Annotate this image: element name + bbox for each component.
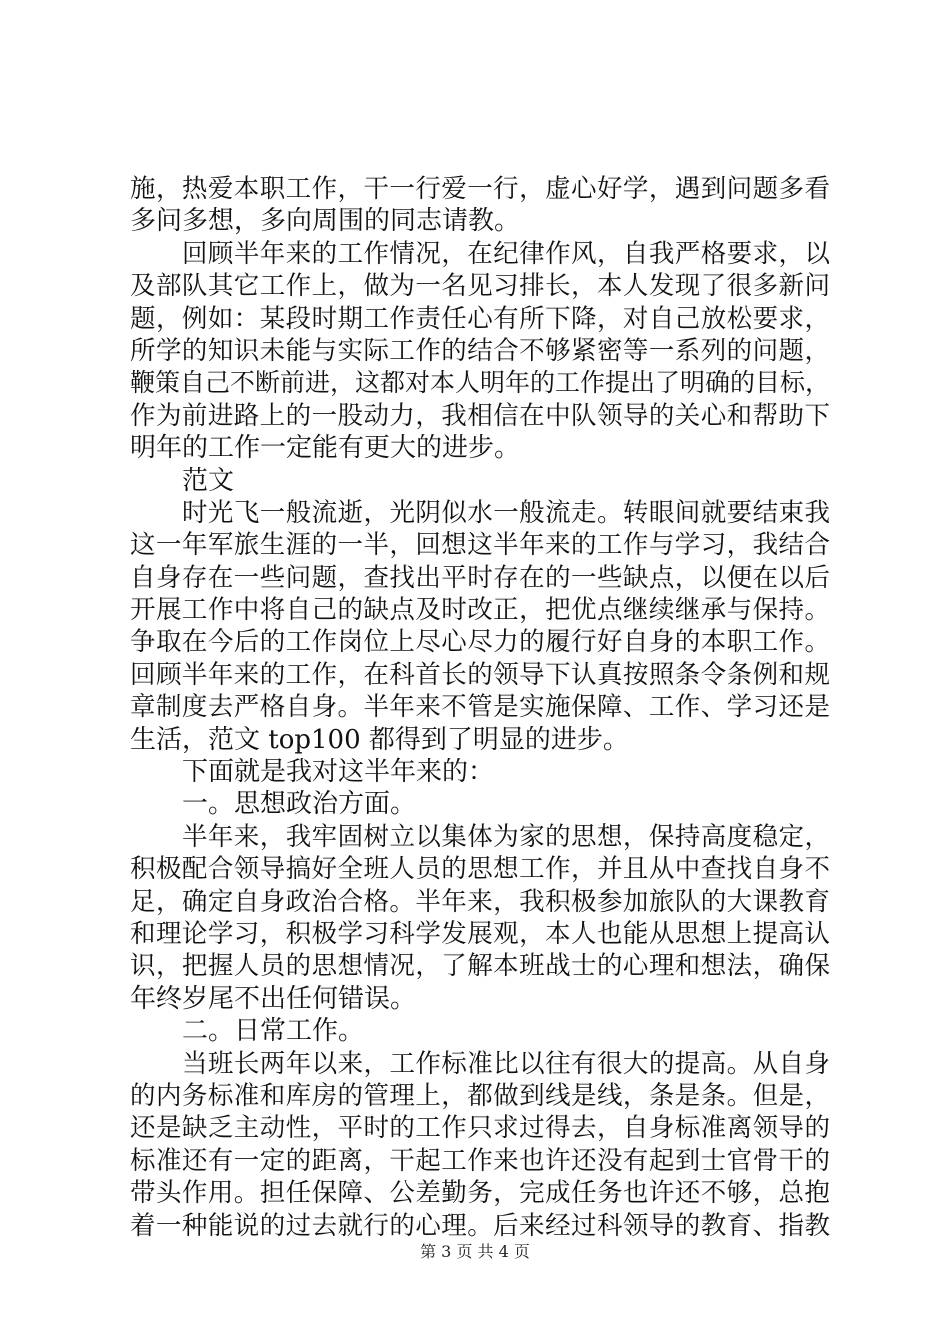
text-line: 回顾半年来的工作情况，在纪律作风，自我严格要求，以 [182,238,830,269]
page-footer: 第 3 页 共 4 页 [420,1242,530,1261]
text-line: 回顾半年来的工作，在科首长的领导下认真按照条令条例和规 [130,659,830,690]
text-line: 识，把握人员的思想情况，了解本班战士的心理和想法，确保 [130,951,830,982]
text-line: 半年来，我牢固树立以集体为家的思想，保持高度稳定， [182,821,830,852]
text-line: 开展工作中将自己的缺点及时改正，把优点继续继承与保持。 [130,595,830,626]
text-line: 这一年军旅生涯的一半，回想这半年来的工作与学习，我结合 [130,530,830,561]
text-line: 足，确定自身政治合格。半年来，我积极参加旅队的大课教育 [130,886,830,917]
text-line: 一。思想政治方面。 [182,789,417,820]
body-text [130,173,830,1242]
text-line: 和理论学习，积极学习科学发展观，本人也能从思想上提高认 [130,918,830,949]
text-line: 作为前进路上的一股动力，我相信在中队领导的关心和帮助下 [130,400,830,431]
text-line: 施，热爱本职工作，干一行爱一行，虚心好学，遇到问题多看 [130,174,830,204]
text-line: 的内务标准和库房的管理上，都做到线是线，条是条。但是， [130,1080,830,1111]
text-line: 下面就是我对这半年来的： [182,757,495,788]
text-line: 标准还有一定的距离，干起工作来也许还没有起到士官骨干的 [130,1145,830,1176]
text-line: 生活，范文 top100 都得到了明显的进步。 [130,724,629,755]
text-line: 年终岁尾不出任何错误。 [130,983,417,1014]
text-line: 二。日常工作。 [182,1016,365,1047]
text-line: 自身存在一些问题，查找出平时存在的一些缺点，以便在以后 [130,562,830,593]
text-line: 所学的知识未能与实际工作的结合不够紧密等一系列的问题， [130,335,830,366]
text-line: 及部队其它工作上，做为一名见习排长，本人发现了很多新问 [130,271,830,302]
text-line: 时光飞一般流逝，光阴似水一般流走。转眼间就要结束我 [182,497,830,528]
text-line: 多问多想，多向周围的同志请教。 [130,206,521,237]
text-line: 鞭策自己不断前进，这都对本人明年的工作提出了明确的目标， [130,368,831,398]
text-line: 还是缺乏主动性，平时的工作只求过得去，自身标准离领导的 [130,1113,830,1144]
text-line: 题，例如：某段时期工作责任心有所下降，对自己放松要求， [130,303,830,334]
text-line: 着一种能说的过去就行的心理。后来经过科领导的教育、指教 [130,1210,830,1241]
text-line: 明年的工作一定能有更大的进步。 [130,433,521,464]
text-line: 当班长两年以来，工作标准比以往有很大的提高。从自身 [182,1048,830,1079]
text-line: 争取在今后的工作岗位上尽心尽力的履行好自身的本职工作。 [130,627,830,658]
text-line: 范文 [182,465,235,496]
text-line: 带头作用。担任保障、公差勤务，完成任务也许还不够，总抱 [130,1178,830,1209]
text-line: 章制度去严格自身。半年来不管是实施保障、工作、学习还是 [130,692,830,723]
text-line: 积极配合领导搞好全班人员的思想工作，并且从中查找自身不 [130,854,830,885]
